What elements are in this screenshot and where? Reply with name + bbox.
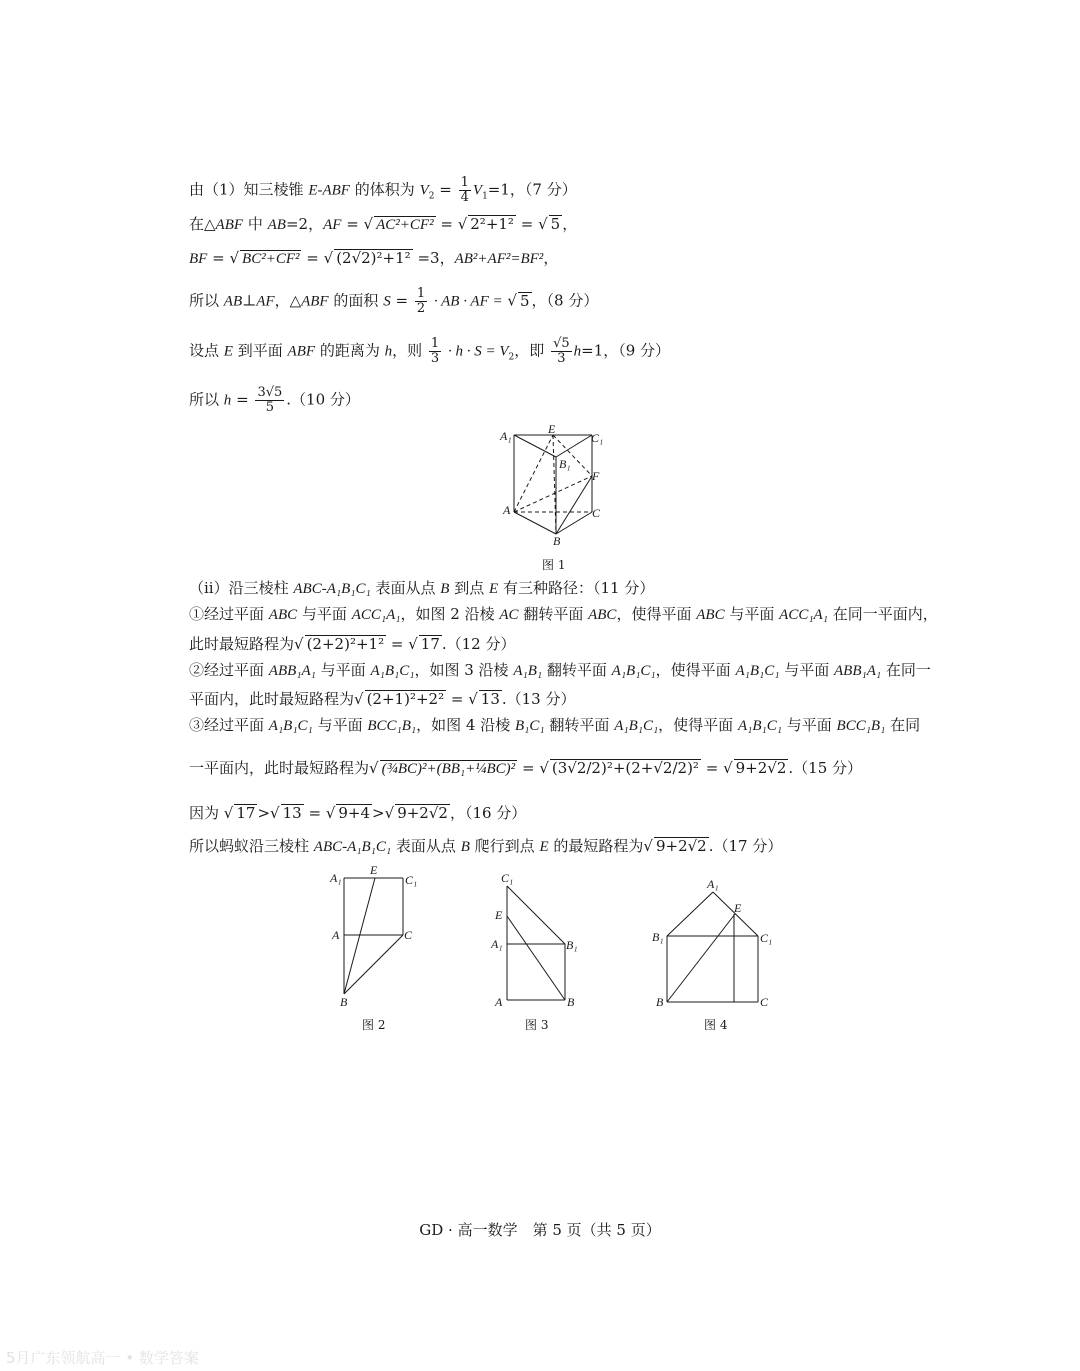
text: ，使得平面 [658, 716, 734, 734]
math: ABB₁A₁ [834, 663, 882, 679]
text: ，如图 4 沿棱 [416, 716, 511, 734]
text: 翻转平面 [546, 661, 607, 679]
math: h [384, 343, 393, 360]
text: = [308, 804, 322, 822]
edge [344, 935, 403, 994]
edge [556, 512, 592, 534]
math: BCC₁B₁ [367, 718, 417, 734]
math: V [472, 182, 483, 199]
text: 由（1）知三棱锥 [189, 180, 304, 199]
text: 的体积为 [354, 180, 415, 199]
math: ABB₁A₁ [268, 663, 316, 679]
figure-2-caption: 图 2 [362, 1018, 386, 1032]
label-C: C [592, 506, 601, 520]
math: ABF [301, 293, 329, 310]
label-B: B [567, 995, 575, 1009]
radicand: 17 [420, 635, 440, 653]
text: 翻转平面 [523, 605, 584, 623]
text: 与平面 [786, 716, 832, 734]
radicand: 9+2√2 [655, 837, 707, 855]
label-E: E [495, 908, 503, 922]
solution-line-4: 所以 AB⊥AF，△ABF 的面积 S = $\frac{1}{2}$ · AB · AF = √ 5 ，（8 分） [189, 286, 599, 316]
text: （ii）沿三棱柱 [189, 579, 289, 597]
text: 所以蚂蚁沿三棱柱 [189, 837, 310, 855]
radicand: 5 [519, 291, 530, 310]
text: ，（16 分） [449, 804, 527, 822]
text: 因为 [189, 804, 220, 822]
text: 到平面 [237, 341, 283, 360]
text: .（12 分） [441, 635, 516, 653]
math: h [223, 392, 232, 409]
label-C1: C₁ [501, 871, 514, 885]
text: ，使得平面 [616, 605, 692, 623]
text: .（17 分） [708, 837, 783, 855]
radicand: 17 [236, 804, 256, 822]
math: A₁B₁C₁ [268, 718, 313, 734]
math: B₁C₁ [515, 718, 545, 734]
figure-1 [496, 424, 616, 549]
text: 中 [247, 215, 263, 233]
text: 所以 [189, 291, 220, 310]
hidden-edge [514, 435, 553, 512]
math: A₁B₁ [513, 663, 543, 679]
text: 翻转平面 [549, 716, 610, 734]
math: ABC [588, 607, 617, 623]
math: S [383, 293, 391, 310]
text: 爬行到点 [474, 837, 535, 855]
math: ABF [215, 217, 244, 233]
radicand: (¾BC)²+(BB₁+¼BC)² [381, 761, 516, 777]
solution-line-10 [189, 660, 931, 681]
figure-4 [650, 874, 780, 1014]
subscript: 1 [482, 191, 488, 202]
label-B1: B₁ [559, 457, 571, 471]
figure-3 [490, 868, 590, 1008]
label-B1: B₁ [652, 930, 664, 944]
text: 一平面内，此时最短路程为 [189, 759, 370, 777]
math: ABC-A₁B₁C₁ [293, 581, 371, 597]
text: ，△ [274, 291, 302, 310]
text: 与平面 [784, 661, 830, 679]
path-line [344, 878, 375, 994]
math: B [440, 581, 450, 597]
radicand: 9+4 [338, 804, 371, 822]
text: ，如图 3 沿棱 [414, 661, 509, 679]
fraction: $\frac{3√5}{5}$ [257, 385, 283, 415]
text: =1，（9 分） [581, 341, 671, 360]
radicand: (2+2)²+1² [306, 635, 385, 653]
text: .（15 分） [788, 759, 863, 777]
solution-line-3: BF = √ BC²+CF² = √ (2√2)²+1² =3，AB²+AF²=BF²， [189, 249, 559, 267]
text: ，则 [392, 341, 423, 360]
math: · AB · AF = [433, 293, 503, 310]
solution-line-11: 平面内，此时最短路程为√ (2+1)²+2² = √ 13 .（13 分） [189, 690, 576, 708]
radicand: (3√2/2)²+(2+√2/2)² [551, 759, 699, 777]
text: = [705, 759, 719, 777]
text: 表面从点 [375, 579, 436, 597]
label-A1: A₁ [330, 871, 342, 885]
text: ①经过平面 [189, 605, 265, 623]
math: ACC₁A₁ [779, 607, 828, 623]
watermark: 5月广东领航高一 • 数学答案 [6, 1349, 199, 1367]
solution-line-13: 一平面内，此时最短路程为√ (¾BC)²+(BB₁+¼BC)² = √ (3√2/2)²+(2+√2/2)² = √ 9+2√2 .（15 分） [189, 759, 863, 777]
label-C1: C₁ [591, 431, 604, 445]
text: > [257, 804, 271, 822]
text: ， [562, 215, 578, 233]
math: V [419, 182, 429, 199]
label-E: E [734, 901, 742, 915]
text: = [440, 215, 453, 233]
page-footer: GD · 高一数学 第 5 页（共 5 页） [419, 1221, 661, 1239]
radicand: 2²+1² [470, 215, 514, 233]
edge [507, 886, 565, 944]
label-B: B [656, 995, 664, 1009]
figure-2 [328, 863, 428, 1009]
text: = [346, 215, 359, 233]
text: =1，（7 分） [487, 180, 577, 199]
label-A1: A₁ [491, 937, 503, 951]
text: 的距离为 [319, 341, 380, 360]
label-B1: B₁ [566, 938, 578, 952]
text: ，如图 2 沿棱 [400, 605, 495, 623]
math: E [539, 839, 549, 855]
text: ，即 [514, 341, 545, 360]
math: BCC₁B₁ [836, 718, 886, 734]
label-A: A [332, 928, 340, 942]
math: A₁B₁C₁ [370, 663, 415, 679]
radicand: 5 [550, 215, 561, 233]
math: A₁B₁C₁ [737, 718, 782, 734]
math: AF [323, 217, 342, 233]
figure-3-caption: 图 3 [525, 1018, 549, 1032]
solution-line-6 [189, 386, 360, 415]
math: ABC [696, 607, 725, 623]
edge [667, 892, 713, 936]
text: 在△ [189, 215, 216, 233]
text: = [306, 249, 319, 267]
text: ③经过平面 [189, 716, 265, 734]
text: 与平面 [320, 661, 366, 679]
text: 到点 [454, 579, 485, 597]
math: AB²+AF²=BF² [454, 251, 544, 267]
subscript: 2 [508, 352, 515, 363]
text: > [372, 804, 385, 822]
math: ABC-A₁B₁C₁ [313, 839, 392, 855]
math: E-ABF [308, 182, 350, 199]
radicand: 9+2√2 [397, 804, 448, 822]
solution-line-12 [189, 715, 920, 736]
solution-line-2: 在△ABF 中 AB=2，AF = √ AC²+CF² = √ 2²+1² = √ 5 ， [189, 215, 578, 233]
math: B [460, 839, 470, 855]
figure-4-caption: 图 4 [704, 1018, 728, 1032]
text: 此时最短路程为 [189, 635, 295, 653]
radicand: (2+1)²+2² [366, 690, 445, 708]
fraction: $\frac{1}{2}$ [416, 286, 426, 316]
label-E: E [548, 422, 556, 436]
label-F: F [592, 469, 600, 483]
label-C: C [760, 995, 769, 1009]
label-A1: A₁ [500, 429, 512, 443]
radicand: AC²+CF² [376, 217, 434, 233]
text: 在同一 [885, 661, 931, 679]
text: = [390, 635, 404, 653]
label-A: A [495, 995, 503, 1009]
subscript: 2 [428, 191, 435, 202]
math: ABF [287, 343, 316, 360]
text: =3， [417, 249, 455, 267]
text: = [450, 690, 464, 708]
text: = [395, 291, 409, 310]
text: 与平面 [317, 716, 363, 734]
math: · h · S = V [447, 343, 509, 360]
label-A1: A₁ [707, 877, 719, 891]
math: h [573, 343, 582, 360]
solution-line-5 [189, 337, 670, 368]
text: 在同 [890, 716, 921, 734]
text: ，使得平面 [655, 661, 731, 679]
text: ，（8 分） [531, 291, 599, 310]
text: =2， [285, 215, 324, 233]
solution-line-7 [189, 578, 654, 599]
math: ABC [268, 607, 298, 623]
math: E [223, 343, 233, 360]
text: 表面从点 [395, 837, 456, 855]
label-A: A [503, 503, 511, 517]
radicand: 9+2√2 [735, 759, 787, 777]
text: 在同一平面内， [832, 605, 938, 623]
label-C1: C₁ [405, 873, 418, 887]
text: 平面内，此时最短路程为 [189, 690, 355, 708]
radicand: BC²+CF² [242, 251, 300, 267]
fraction: $\frac{1}{3}$ [430, 336, 440, 366]
math: A₁B₁C₁ [614, 718, 659, 734]
label-C1: C₁ [760, 931, 773, 945]
text: .（10 分） [286, 390, 360, 409]
solution-line-8 [189, 604, 938, 625]
solution-line-1 [189, 176, 577, 207]
text: 与平面 [729, 605, 775, 623]
path-line [507, 916, 565, 1000]
math: A₁B₁C₁ [735, 663, 780, 679]
edge [514, 435, 556, 457]
radicand: (2√2)²+1² [336, 249, 411, 267]
figure-1-caption: 图 1 [542, 558, 566, 572]
solution-line-9: 此时最短路程为√ (2+2)²+1² = √ 17 .（12 分） [189, 635, 516, 653]
text: 所以 [189, 390, 220, 409]
label-B: B [340, 995, 348, 1009]
text: ②经过平面 [189, 661, 265, 679]
radicand: 13 [480, 690, 500, 708]
label-B: B [553, 534, 561, 548]
text: 设点 [189, 341, 220, 360]
text: = [212, 249, 225, 267]
text: = [521, 759, 535, 777]
text: 的最短路程为 [553, 837, 644, 855]
label-C: C [404, 928, 413, 942]
math: A₁B₁C₁ [611, 663, 656, 679]
text: = [520, 215, 534, 233]
math: E [489, 581, 499, 597]
solution-line-14: 因为 √ 17 >√ 13 = √ 9+4 >√ 9+2√2 ，（16 分） [189, 804, 527, 822]
text: .（13 分） [501, 690, 576, 708]
math: AB⊥AF [223, 293, 275, 310]
path-line [667, 914, 735, 1002]
math: BF [189, 251, 208, 267]
text: 与平面 [301, 605, 347, 623]
fraction: $\frac{1}{4}$ [460, 175, 469, 205]
text: ， [543, 249, 559, 267]
fraction: $\frac{√5}{3}$ [553, 336, 570, 366]
math: ACC₁A₁ [351, 607, 401, 623]
edge [556, 435, 592, 457]
edge [514, 512, 556, 534]
text: 有三种路径：（11 分） [502, 579, 655, 597]
text: = [236, 390, 249, 409]
label-E: E [370, 863, 378, 877]
text: = [439, 180, 452, 199]
text: 的面积 [333, 291, 379, 310]
solution-line-15: 所以蚂蚁沿三棱柱 ABC-A₁B₁C₁ 表面从点 B 爬行到点 E 的最短路程为√ 9+2√2 .（17 分） [189, 837, 783, 855]
radicand: 13 [282, 804, 302, 822]
math: AB [267, 217, 286, 233]
math: AC [499, 607, 519, 623]
